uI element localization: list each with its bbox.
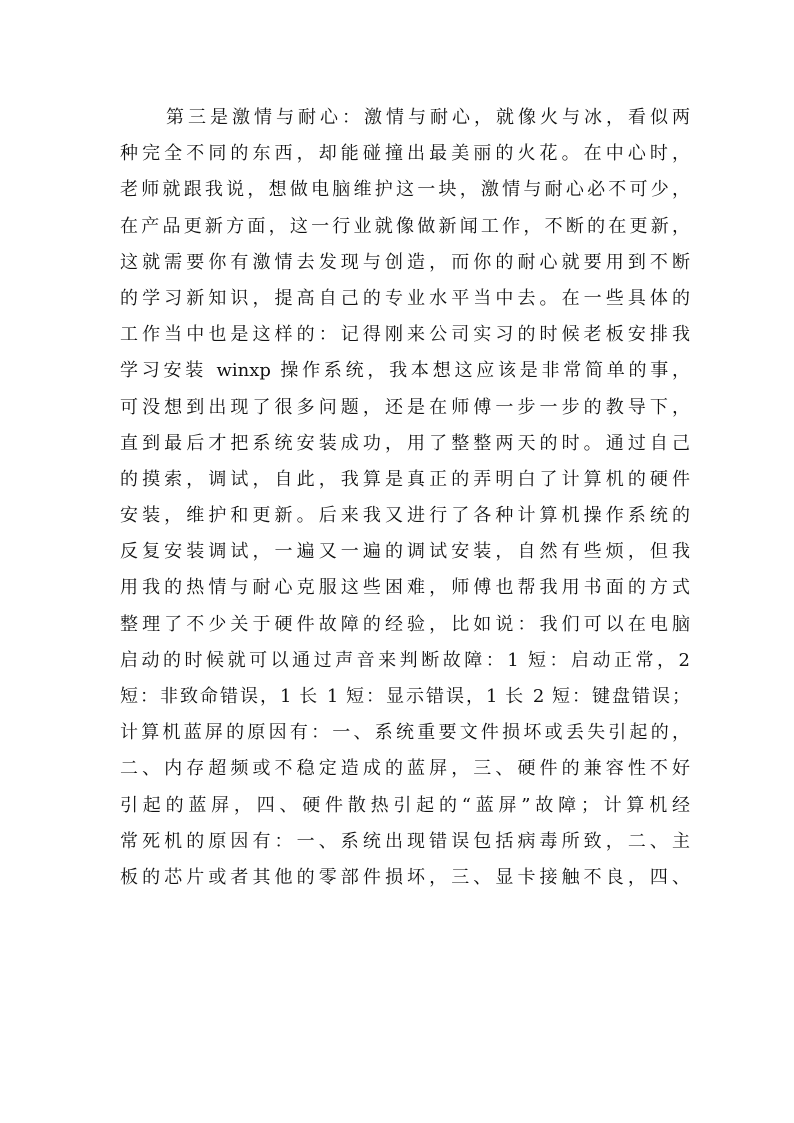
- paragraph-line: 常死机的原因有：一、系统出现错误包括病毒所致，二、主: [120, 830, 690, 852]
- paragraph-line: 的学习新知识，提高自己的专业水平当中去。在一些具体的: [120, 287, 690, 309]
- paragraph-line: 工作当中也是这样的：记得刚来公司实习的时候老板安排我: [120, 324, 690, 346]
- paragraph-line: 第三是激情与耐心：激情与耐心，就像火与冰，看似两: [166, 107, 690, 128]
- body-paragraph: [120, 100, 690, 896]
- paragraph-line: 这就需要你有激情去发现与创造，而你的耐心就要用到不断: [120, 251, 690, 273]
- paragraph-line: 反复安装调试，一遍又一遍的调试安装，自然有些烦，但我: [120, 541, 690, 563]
- paragraph-line: 直到最后才把系统安装成功，用了整整两天的时。通过自己: [120, 432, 690, 454]
- paragraph-line: 计算机蓝屏的原因有：一、系统重要文件损坏或丢失引起的，: [120, 722, 690, 744]
- paragraph-line: 老师就跟我说，想做电脑维护这一块，激情与耐心必不可少，: [120, 179, 690, 201]
- paragraph-line: 种完全不同的东西，却能碰撞出最美丽的火花。在中心时，: [120, 143, 690, 165]
- paragraph-line: 板的芯片或者其他的零部件损坏，三、显卡接触不良，四、: [120, 866, 690, 888]
- paragraph-line: 安装，维护和更新。后来我又进行了各种计算机操作系统的: [120, 505, 690, 527]
- paragraph-line: 的摸索，调试，自此，我算是真正的弄明白了计算机的硬件: [120, 468, 690, 490]
- paragraph-line: 引起的蓝屏，四、硬件散热引起的“蓝屏”故障；计算机经: [120, 794, 690, 816]
- paragraph-line: 二、内存超频或不稳定造成的蓝屏，三、硬件的兼容性不好: [120, 758, 690, 780]
- paragraph-line: 整理了不少关于硬件故障的经验，比如说：我们可以在电脑: [120, 613, 690, 635]
- paragraph-line: 启动的时候就可以通过声音来判断故障：1 短：启动正常，2: [120, 649, 690, 671]
- paragraph-line: 在产品更新方面，这一行业就像做新闻工作，不断的在更新，: [120, 215, 690, 237]
- paragraph-line: 可没想到出现了很多问题，还是在师傅一步一步的教导下，: [120, 396, 690, 418]
- paragraph-line: 学习安装 winxp 操作系统，我本想这应该是非常简单的事，: [120, 360, 690, 382]
- paragraph-line: 用我的热情与耐心克服这些困难，师傅也帮我用书面的方式: [120, 577, 690, 599]
- paragraph-line: 短：非致命错误，1 长 1 短：显示错误，1 长 2 短：键盘错误；: [120, 686, 690, 707]
